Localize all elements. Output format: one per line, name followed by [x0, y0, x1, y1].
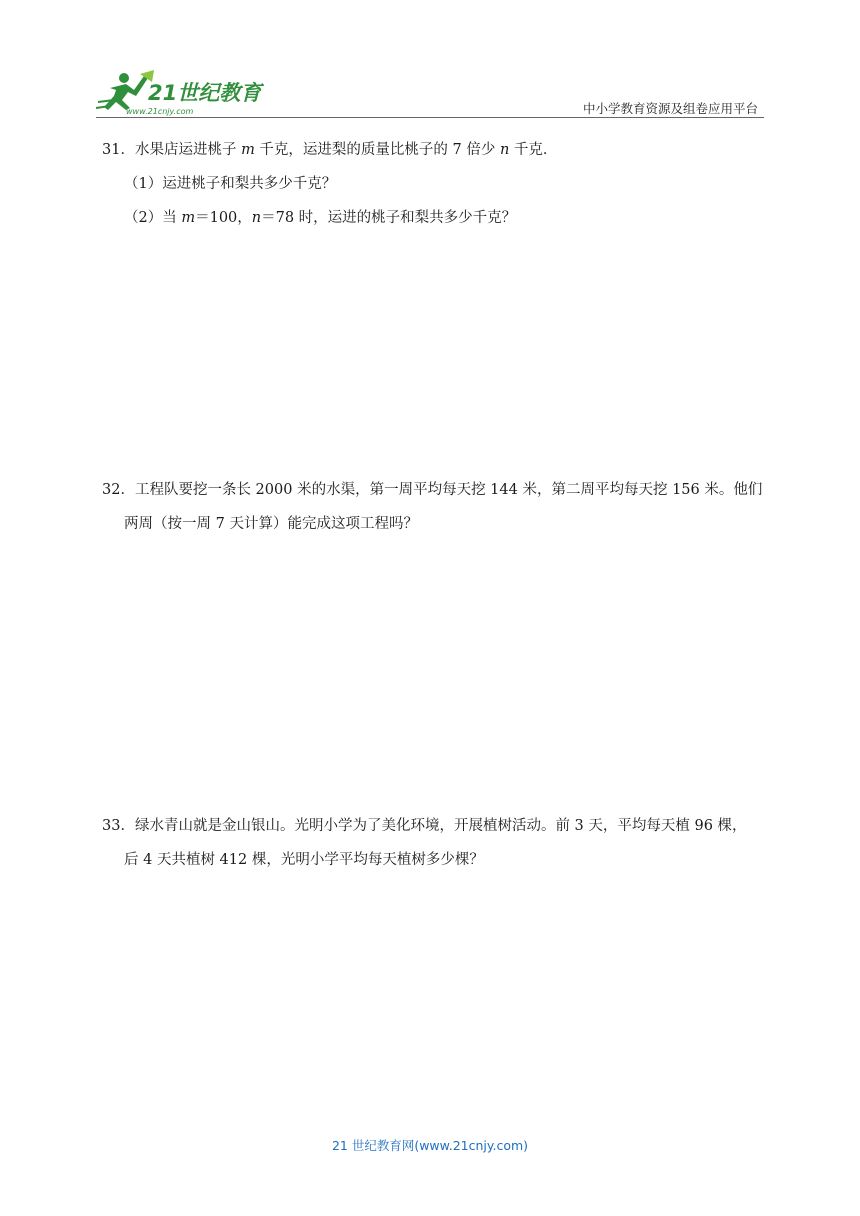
- svg-text:www.21cnjy.com: www.21cnjy.com: [126, 107, 194, 116]
- question-number: 33．: [102, 818, 135, 834]
- question-33-line-2: 后 4 天共植树 412 棵，光明小学平均每天植树多少棵？: [124, 852, 484, 868]
- site-logo: [96, 70, 266, 116]
- footer-link[interactable]: 21 世纪教育网(www.21cnjy.com): [331, 1138, 529, 1153]
- question-number: 31．: [102, 142, 135, 158]
- question-31: 31．水果店运进桃子 m 千克，运进梨的质量比桃子的 7 倍少 n 千克．: [102, 142, 558, 158]
- question-31-sub-2: （2）当 m＝100，n＝78 时，运进的桃子和梨共多少千克？: [124, 210, 517, 226]
- question-32: 32．工程队要挖一条长 2000 米的水渠，第一周平均每天挖 144 米，第二周平均每天挖 156 米。他们: [102, 482, 763, 498]
- platform-name: 中小学教育资源及组卷应用平台: [582, 101, 758, 116]
- question-31-sub-1: （1）运进桃子和梨共多少千克？: [124, 176, 337, 192]
- runner-logo-icon: [96, 70, 266, 116]
- svg-text:21世纪教育: 21世纪教育: [148, 81, 262, 105]
- header-divider: [96, 117, 764, 118]
- question-33: 33．绿水青山就是金山银山。光明小学为了美化环境，开展植树活动。前 3 天，平均每天植 96 棵，: [102, 818, 747, 834]
- question-32-line-2: 两周（按一周 7 天计算）能完成这项工程吗？: [124, 516, 418, 532]
- question-number: 32．: [102, 482, 135, 498]
